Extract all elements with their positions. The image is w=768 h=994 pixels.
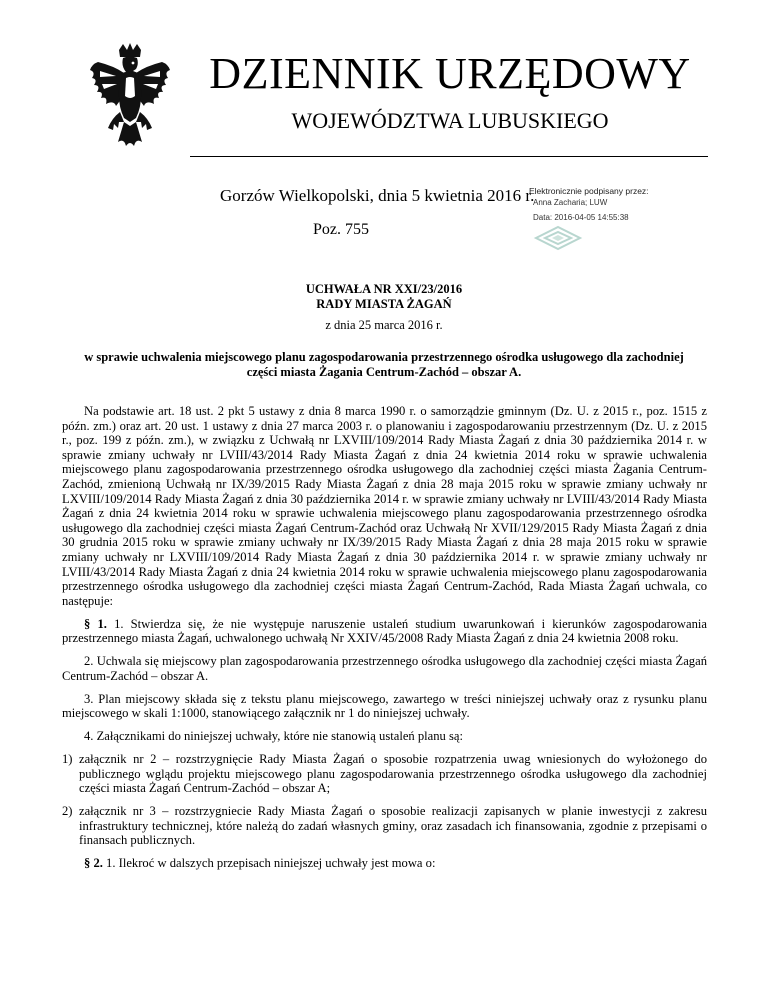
position-number: Poz. 755 [313, 221, 369, 238]
list-item-number: 2) [62, 804, 73, 819]
section-2-paragraph-1 [62, 856, 707, 871]
resolution-title [0, 282, 768, 312]
section-1-paragraph-3: 3. Plan miejscowy składa się z tekstu planu miejscowego, zawartego w treści niniejszej uchwały oraz z rysunku planu miejscowego w skali 1:1000, stanowiącego załącznik nr 1 do niniejszej uchwały. [62, 691, 707, 721]
publication-place-date: Gorzów Wielkopolski, dnia 5 kwietnia 2016 r. [220, 186, 535, 205]
paragraph-text: 1. Stwierdza się, że nie występuje naruszenie ustaleń studium uwarunkowań i kierunków zagospodarowania przestrzennego miasta Żagań, uchwalonego uchwałą Nr XXIV/45/2008 Rady Miasta Żagań z dnia 24 kwietnia 2008 roku. [62, 616, 707, 646]
masthead-divider [190, 156, 708, 157]
preamble-paragraph: Na podstawie art. 18 ust. 2 pkt 5 ustawy z dnia 8 marca 1990 r. o samorządzie gminnym (Dz. U. z 2015 r., poz. 1515 z późn. zm.) oraz art. 20 ust. 1 ustawy z dnia 27 marca 2003 r. o planowaniu i zagospodarowaniu przestrzennym (Dz. U. z 2015 r., poz. 199 z późn. zm.), w związku z Uchwałą nr LXVIII/109/2014 Rady Miasta Żagań z dnia 30 października 2014 r. w sprawie zmiany uchwały nr LVIII/43/2014 Rady Miasta Żagań z dnia 24 kwietnia 2014 roku w sprawie uchwalenia miejscowego planu zagospodarowania przestrzennego ośrodka usługowego dla zachodniej części miasta Żagania Centrum-Zachód, zmienioną Uchwałą nr IX/39/2015 Rady Miasta Żagań z dnia 28 maja 2015 roku w sprawie zmiany uchwały nr LXVIII/109/2014 Rady Miasta Żagań z dnia 30 października 2014 r. w sprawie zmiany uchwały nr LVIII/43/2014 Rady Miasta Żagań z dnia 24 kwietnia 2014 roku w sprawie uchwalenia miejscowego planu zagospodarowania przestrzennego ośrodka usługowego dla zachodniej części miasta Żagań Centrum-Zachód oraz Uchwałą Nr XVII/129/2015 Rady Miasta Żagań z dnia 30 grudnia 2015 roku w sprawie zmiany uchwały nr IX/39/2015 Rady Miasta Żagań z dnia 28 maja 2015 roku w sprawie zmiany uchwały nr LXVIII/109/2014 Rady Miasta Żagań z dnia 30 października 2014 r. w sprawie zmiany uchwały nr LVIII/43/2014 Rady Miasta Żagań z dnia 24 kwietnia 2014 roku w sprawie uchwalenia miejscowego planu zagospodarowania przestrzennego ośrodka usługowego dla zachodniej części miasta Żagań Centrum-Zachód, Rada Miasta Żagań uchwala, co następuje: [62, 404, 707, 608]
list-item [62, 804, 707, 848]
gazette-subtitle: WOJEWÓDZTWA LUBUSKIEGO [291, 108, 609, 133]
electronic-signature-block [529, 186, 729, 223]
section-mark: § 1. [84, 616, 107, 631]
paragraph-text: 1. Ilekroć w dalszych przepisach niniejszej uchwały jest mowa o: [106, 856, 436, 871]
issuing-council: RADY MIASTA ŻAGAŃ [316, 297, 452, 311]
resolution-subject: w sprawie uchwalenia miejscowego planu zagospodarowania przestrzennego ośrodka usługowego dla zachodniej części miasta Żagania Centrum-Zachód – obszar A. [84, 350, 684, 379]
list-item [62, 752, 707, 796]
section-mark: § 2. [84, 856, 103, 871]
list-item-text: załącznik nr 2 – rozstrzygnięcie Rady Miasta Żagań o sposobie rozpatrzenia uwag wniesionych do wyłożonego do publicznego wglądu projektu miejscowego planu zagospodarowania przestrzennego ośrodka usługowego dla zachodniej części miasta Żagań Centrum-Zachód – obszar A; [79, 751, 707, 796]
section-1-paragraph-1 [62, 617, 707, 646]
signature-heading: Elektronicznie podpisany przez: [529, 186, 649, 196]
resolution-number: UCHWAŁA NR XXI/23/2016 [305, 282, 463, 296]
list-item-number: 1) [62, 751, 73, 766]
e-signature-logo-icon [530, 224, 586, 252]
polish-eagle-emblem-icon [86, 42, 174, 158]
gazette-title: DZIENNIK URZĘDOWY [209, 49, 691, 98]
resolution-date: z dnia 25 marca 2016 r. [325, 318, 443, 332]
signature-date: Data: 2016-04-05 14:55:38 [533, 213, 629, 222]
resolution-body [62, 404, 707, 879]
section-1-paragraph-2: 2. Uchwala się miejscowy plan zagospodarowania przestrzennego ośrodka usługowego dla zachodniej części miasta Żagań Centrum-Zachód – obszar A. [62, 654, 707, 683]
section-1-paragraph-4: 4. Załącznikami do niniejszej uchwały, które nie stanowią ustaleń planu są: [84, 729, 463, 744]
signature-signer: Anna Zacharia; LUW [533, 198, 608, 207]
list-item-text: załącznik nr 3 – rozstrzygniecie Rady Miasta Żagań o sposobie realizacji zapisanych w planie inwestycji z zakresu infrastruktury technicznej, które należą do zadań własnych gminy, oraz zasadach ich finansowania, zgodnie z przepisami o finansach publicznych. [79, 804, 707, 848]
